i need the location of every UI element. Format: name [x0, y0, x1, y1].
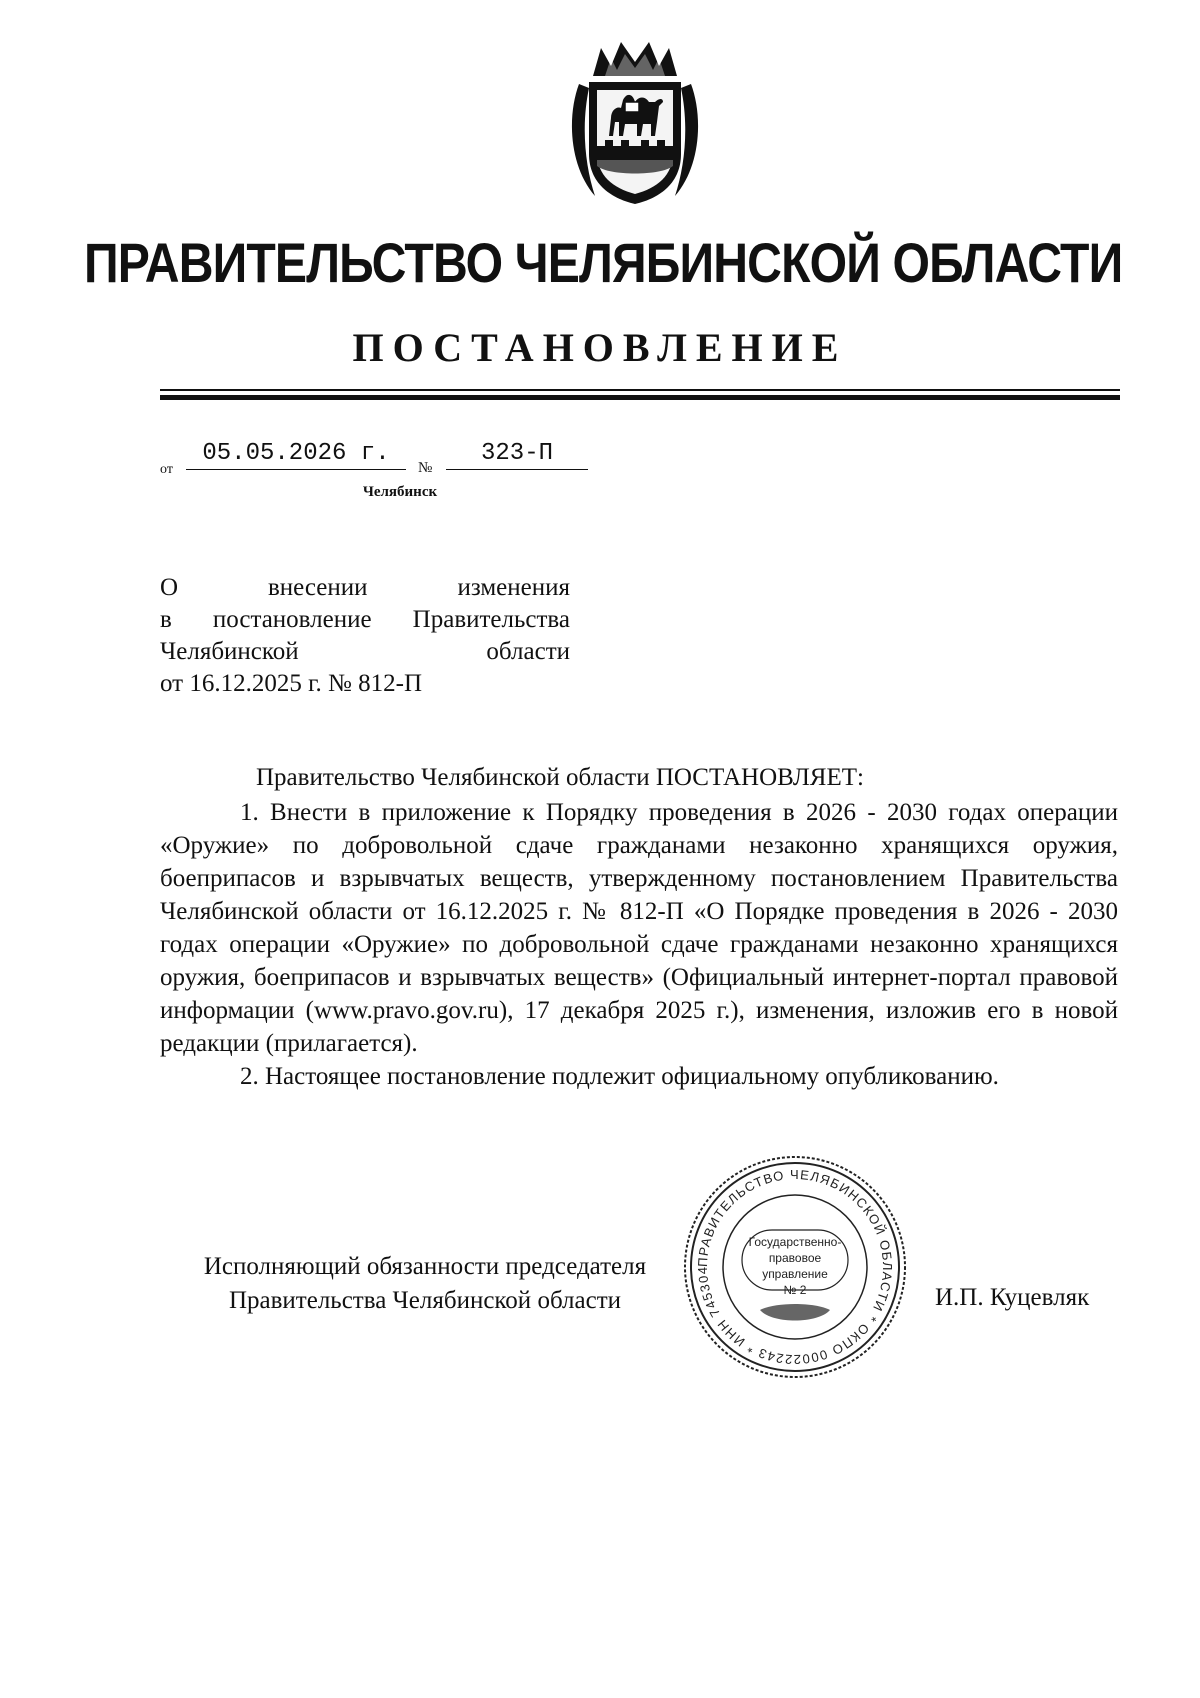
- round-seal-icon: [680, 1152, 910, 1382]
- official-stamp: [680, 1152, 910, 1382]
- document-number: 323-П: [446, 440, 588, 470]
- date-label: от: [160, 462, 173, 477]
- stamp-inner-line: управление: [762, 1267, 828, 1281]
- number-label: №: [418, 460, 433, 476]
- header-divider-thin: [160, 389, 1120, 391]
- resolution-paragraph: 1. Внести в приложение к Порядку проведения в 2026 - 2030 годах операции «Оружие» по добровольной сдаче гражданами незаконно хранящихся оружия, боеприпасов и взрывчатых веществ, утвержденному постановлением Правительства Челябинской области от 16.12.2025 г. № 812-П «О Порядке проведения в 2026 - 2030 годах операции «Оружие» по добровольной сдаче гражданами незаконно хранящихся оружия, боеприпасов и взрывчатых веществ» (Официальный интернет-портал правовой информации (www.pravo.gov.ru), 17 декабря 2025 г.), изменения, изложив его в новой редакции (прилагается).: [160, 799, 1118, 1057]
- subject-line: О внесении изменения: [160, 574, 570, 601]
- resolution-paragraph: 2. Настоящее постановление подлежит официальному опубликованию.: [240, 1063, 999, 1090]
- document-type-title: ПОСТАНОВЛЕНИЕ: [352, 325, 848, 370]
- signature-block: [0, 1250, 1200, 1350]
- document-date: 05.05.2026 г.: [186, 440, 406, 470]
- stamp-inner-line: Государственно-: [748, 1235, 842, 1249]
- chelyabinsk-coat-of-arms-icon: [565, 36, 705, 211]
- signatory-name: И.П. Куцевляк: [935, 1284, 1090, 1311]
- subject-line: от 16.12.2025 г. № 812-П: [160, 670, 423, 697]
- document-subject: [160, 572, 570, 700]
- organization-title: ПРАВИТЕЛЬСТВО ЧЕЛЯБИНСКОЙ ОБЛАСТИ: [84, 231, 1123, 294]
- signatory-position: [160, 1250, 690, 1318]
- subject-line: Челябинской области: [160, 638, 570, 665]
- coat-of-arms-emblem: [565, 36, 705, 211]
- signatory-position-line: Исполняющий обязанности председателя: [203, 1253, 647, 1280]
- header-divider-thick: [160, 395, 1120, 400]
- signatory-position-line: Правительства Челябинской области: [228, 1287, 622, 1314]
- subject-line: в постановление Правительства: [160, 606, 570, 633]
- resolution-body: [160, 796, 1118, 1093]
- stamp-inner-line: правовое: [768, 1251, 822, 1265]
- stamp-inner-line: № 2: [783, 1283, 807, 1297]
- stamp-outer-text: ПРАВИТЕЛЬСТВО ЧЕЛЯБИНСКОЙ ОБЛАСТИ * ОКПО 00022243 * ИНН 745304: [694, 1166, 896, 1368]
- resolution-preamble: Правительство Челябинской области ПОСТАНОВЛЯЕТ:: [256, 764, 864, 791]
- document-city: Челябинск: [362, 484, 438, 500]
